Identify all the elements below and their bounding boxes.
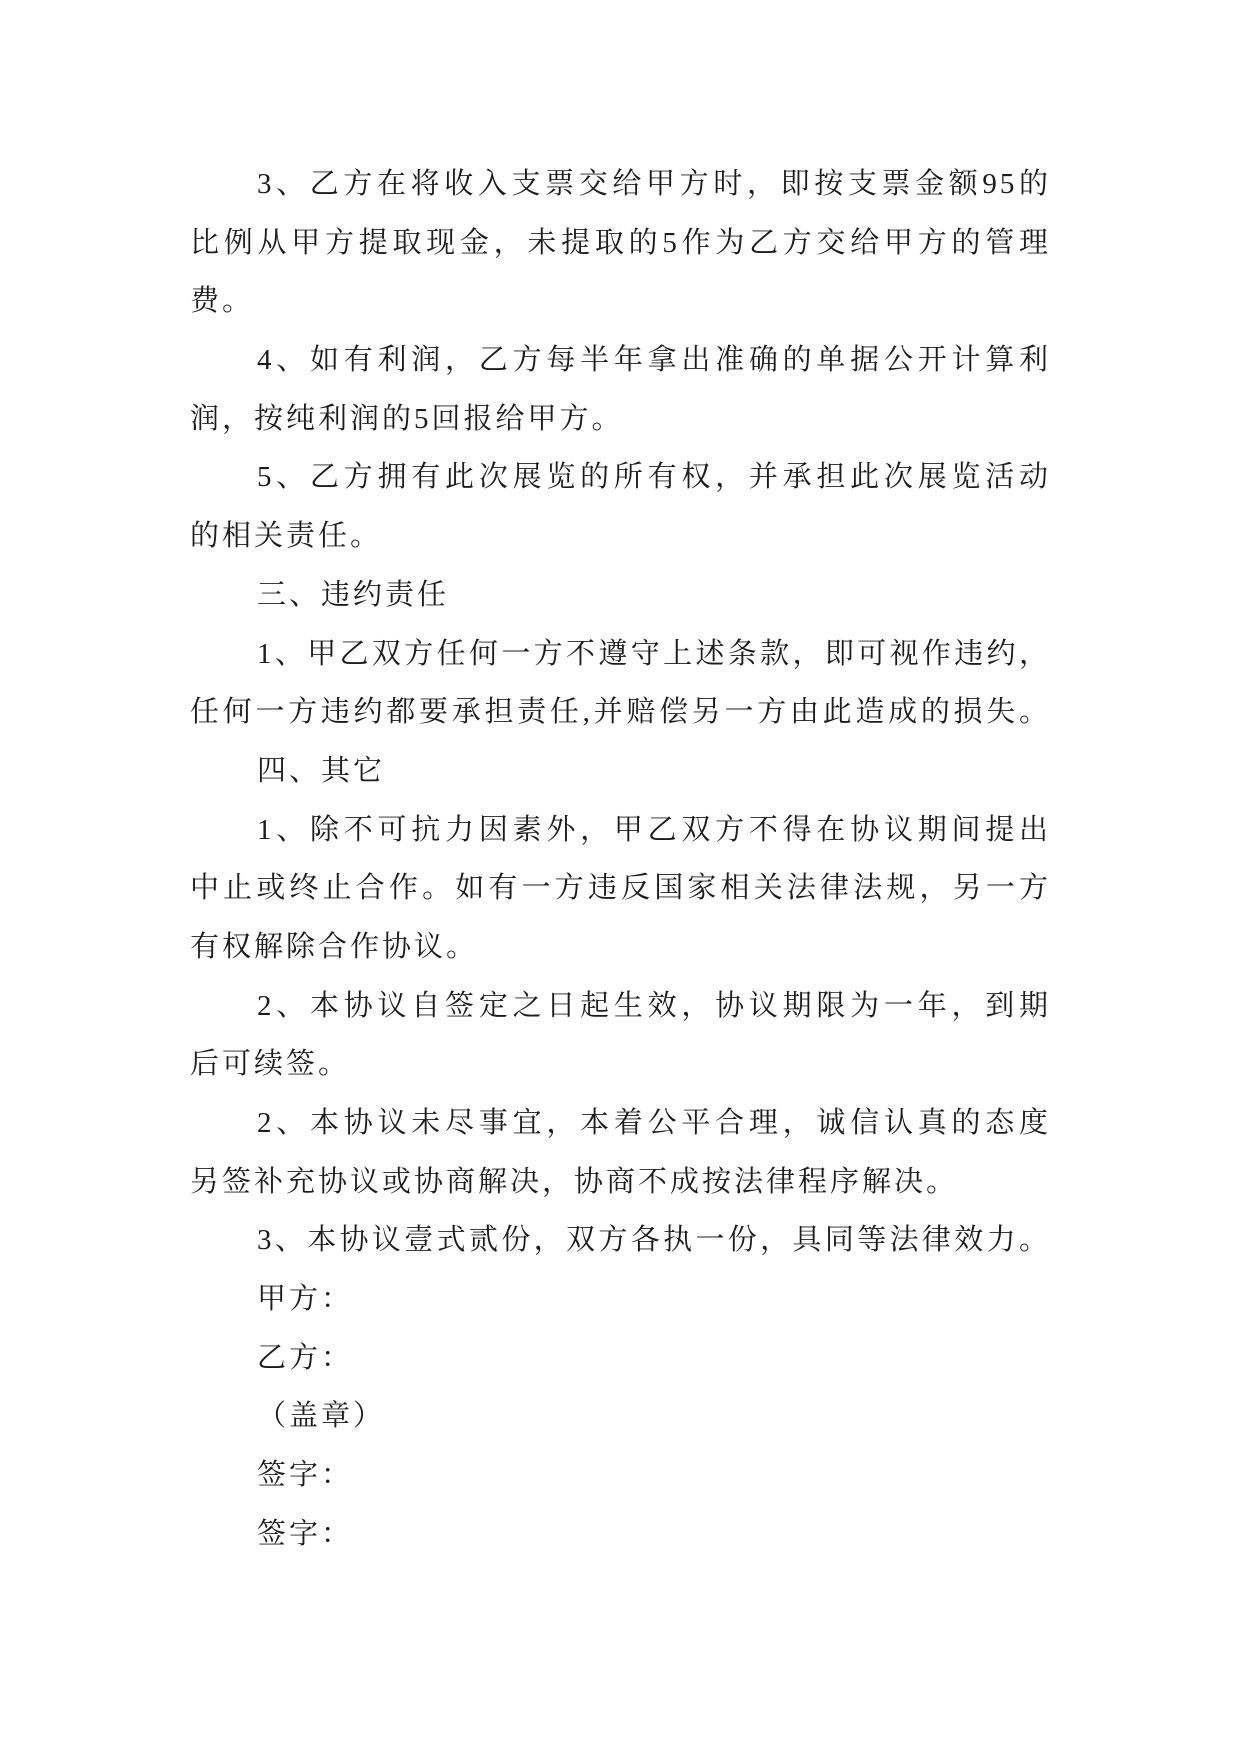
section-heading-breach: 三、违约责任	[257, 578, 450, 611]
text-line: 另签补充协议或协商解决，协商不成按法律程序解决。	[190, 1165, 959, 1198]
text-line: 1、甲乙双方任何一方不遵守上述条款，即可视作违约，	[257, 637, 1051, 670]
clause-paragraph	[190, 1211, 1051, 1270]
text-line: 比例从甲方提取现金，未提取的5作为乙方交给甲方的管理	[190, 226, 1051, 259]
text-line: 中止或终止合作。如有一方违反国家相关法律法规，另一方	[190, 872, 1051, 905]
seal-label: （盖章）	[257, 1400, 386, 1433]
clause-paragraph	[190, 155, 1051, 331]
text-line: 后可续签。	[190, 1048, 351, 1081]
text-line: 5、乙方拥有此次展览的所有权，并承担此次展览活动	[257, 461, 1051, 494]
text-line: 2、本协议未尽事宜，本着公平合理，诚信认真的态度	[257, 1107, 1051, 1139]
clause-paragraph	[190, 625, 1051, 742]
clause-paragraph	[190, 1094, 1051, 1211]
clause-paragraph	[190, 331, 1051, 448]
text-line: 2、本协议自签定之日起生效，协议期限为一年，到期	[257, 989, 1051, 1022]
clause-paragraph	[190, 448, 1051, 565]
party-a-label: 甲方：	[257, 1283, 354, 1316]
text-line: 的相关责任。	[190, 520, 383, 553]
document-body	[190, 155, 1051, 1564]
signature-block	[190, 1270, 1051, 1563]
text-line: 任何一方违约都要承担责任,并赔偿另一方由此造成的损失。	[190, 696, 1051, 729]
text-line: 有权解除合作协议。	[190, 930, 479, 963]
clause-paragraph	[190, 801, 1051, 977]
section-heading-other: 四、其它	[257, 754, 386, 787]
text-line: 费。	[190, 285, 255, 318]
signature-label: 签字：	[257, 1459, 354, 1492]
text-line: 3、乙方在将收入支票交给甲方时，即按支票金额95的	[257, 168, 1051, 200]
signature-label: 签字：	[257, 1517, 354, 1550]
party-b-label: 乙方：	[257, 1341, 354, 1374]
clause-paragraph	[190, 977, 1051, 1094]
text-line: 4、如有利润，乙方每半年拿出准确的单据公开计算利	[257, 344, 1051, 377]
text-line: 3、本协议壹式贰份，双方各执一份，具同等法律效力。	[257, 1224, 1051, 1257]
text-line: 1、除不可抗力因素外，甲乙双方不得在协议期间提出	[257, 813, 1051, 846]
text-line: 润，按纯利润的5回报给甲方。	[190, 402, 624, 435]
